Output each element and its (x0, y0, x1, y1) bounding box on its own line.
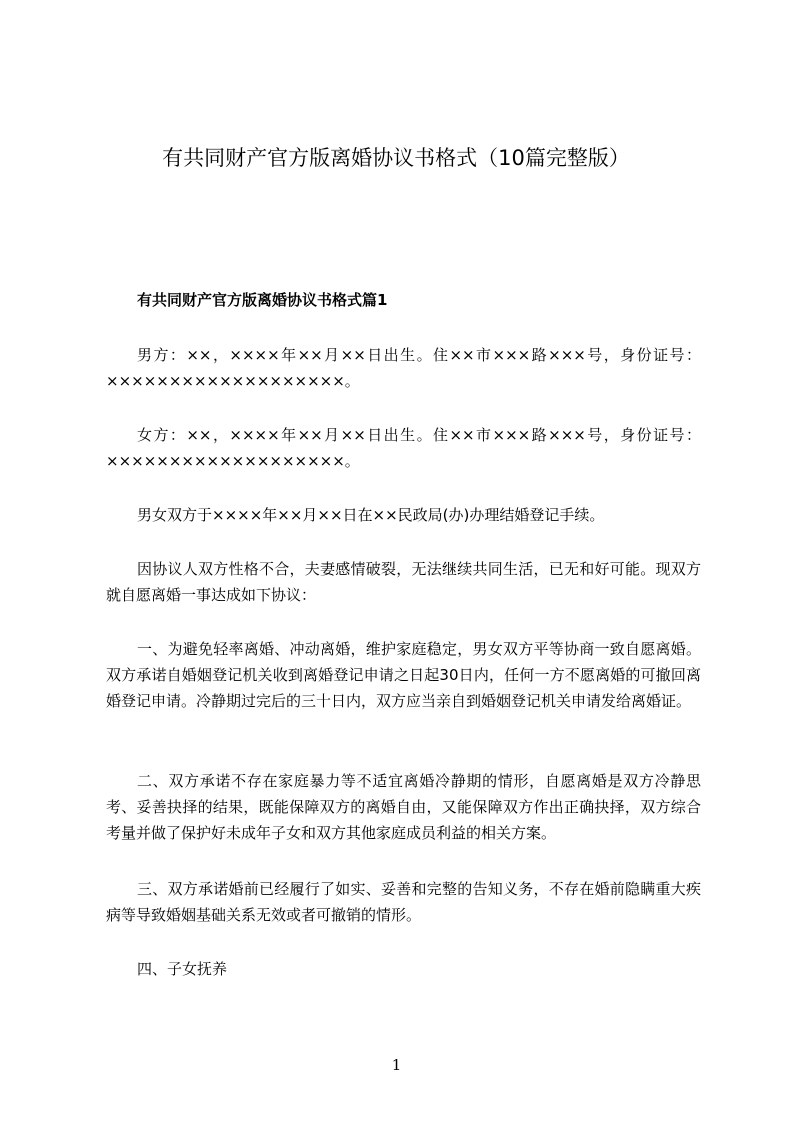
document-title: 有共同财产官方版离婚协议书格式（10篇完整版） (162, 146, 630, 170)
section-heading: 有共同财产官方版离婚协议书格式篇1 (137, 291, 388, 309)
paragraph-clause-2: 二、双方承诺不存在家庭暴力等不适宜离婚冷静期的情形，自愿离婚是双方冷静思考、妥善抉择的结果，既能保障双方的离婚自由，又能保障双方作出正确抉择，双方综合考量并做了保护好未成年子女和双方其他家庭成员利益的相关方案。 (106, 772, 701, 842)
paragraph-wife-info: 女方：××，××××年××月××日出生。住××市×××路×××号，身份证号：×××××××××××××××××××。 (106, 426, 701, 470)
paragraph-marriage-registration: 男女双方于××××年××月××日在××民政局(办)办理结婚登记手续。 (137, 506, 605, 524)
paragraph-clause-1: 一、为避免轻率离婚、冲动离婚，维护家庭稳定，男女双方平等协商一致自愿离婚。双方承诺自婚姻登记机关收到离婚登记申请之日起30日内，任何一方不愿离婚的可撤回离婚登记申请。冷静期过完后的三十日内，双方应当亲自到婚姻登记机关申请发给离婚证。 (106, 640, 701, 710)
page-number: 1 (391, 1056, 402, 1074)
paragraph-husband-info: 男方：××，××××年××月××日出生。住××市×××路×××号，身份证号：×××××××××××××××××××。 (106, 346, 701, 390)
paragraph-clause-4-heading: 四、子女抚养 (137, 960, 228, 978)
paragraph-divorce-reason: 因协议人双方性格不合，夫妻感情破裂，无法继续共同生活，已无和好可能。现双方就自愿离婚一事达成如下协议： (106, 560, 701, 604)
paragraph-clause-3: 三、双方承诺婚前已经履行了如实、妥善和完整的告知义务，不存在婚前隐瞒重大疾病等导致婚姻基础关系无效或者可撤销的情形。 (106, 880, 701, 924)
